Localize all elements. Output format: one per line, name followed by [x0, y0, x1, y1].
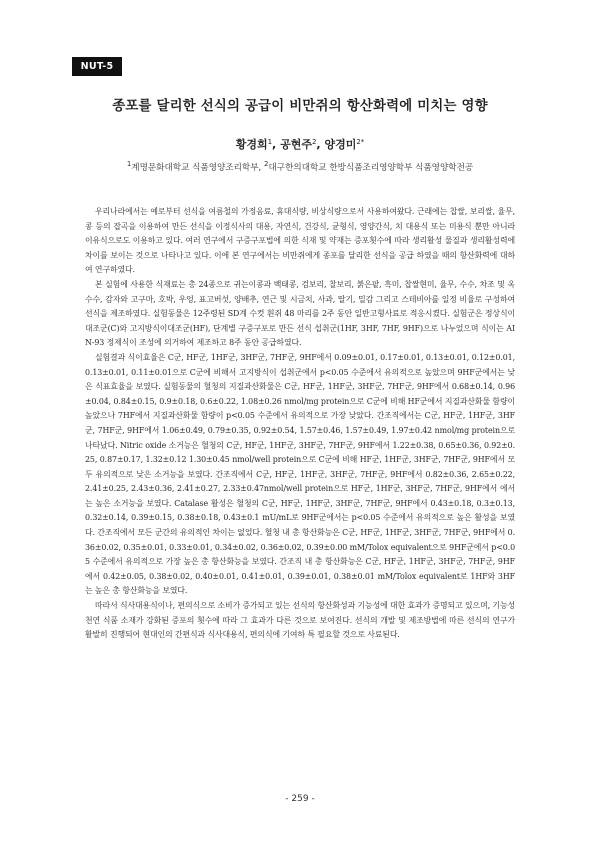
affiliation-mark: 2 — [264, 160, 269, 168]
affiliation-text: 대구한의대학교 한방식품조리영양학부 식품영양학전공 — [268, 163, 474, 173]
author-name: 양경미 — [324, 138, 357, 151]
session-badge: NUT-5 — [72, 57, 122, 76]
author-affil-mark: 2* — [356, 138, 365, 146]
affiliation-mark: 1 — [126, 160, 132, 168]
abstract-body — [85, 205, 515, 643]
abstract-paragraph: 실험결과 식이효율은 C군, HF군, 1HF군, 3HF군, 7HF군, 9HF에서 0.09±0.01, 0.17±0.01, 0.13±0.01, 0.12±0.01, 0.13±0.01, 0.11±0.01으로 C군에 비해서 고지방식이 섭취군에서 p<0.05 수준에서 유의적으로 높았으며 9HF군에서는 낮은 식표효율을 보였다. 실험동물의 혈청의 지질과산화물은 C군, HF군, 1HF군, 3HF군, 7HF군, 9HF에서 0.68±0.14, 0.96±0.04, 0.84±0.15, 0.9±0.18, 0.6±0.22, 1.08±0.26 nmol/mg protein으로 C군에 비해 HF군에서 지질과산화물 함량이 높았으나 7HF에서 지질과산화물 함량이 p<0.05 수준에서 유의적으로 가장 낮았다. 간조직에서는 C군, HF군, 1HF군, 3HF군, 7HF군, 9HF에서 1.06±0.49, 0.79±0.35, 0.92±0.54, 1.57±0.46, 1.57±0.49, 1.97±0.42 nmol/mg protein으로 나타났다. Nitric oxide 소거능은 혈청의 C군, HF군, 1HF군, 3HF군, 7HF군, 9HF에서 1.22±0.38, 0.65±0.36, 0.92±0.25, 0.87±0.17, 1.32±0.12 1.30±0.45 nmol/well protein으로 C군에 비해 HF군, 1HF군, 3HF군, 7HF군, 9HF에서 모두 유의적으로 낮은 소거능을 보였다. 간조직에서 C군, HF군, 1HF군, 3HF군, 7HF군, 9HF에서 0.82±0.36, 2.65±0.22, 2.41±0.25, 2.43±0.36, 2.41±0.27, 2.33±0.47nmol/well protein으로 HF군, 1HF군, 3HF군, 7HF군, 9HF에서 에서는 높은 소거능을 보였다. Catalase 활성은 혈청의 C군, HF군, 1HF군, 3HF군, 7HF군, 9HF에서 0.43±0.18, 0.3±0.13, 0.32±0.14, 0.39±0.15, 0.38±0.18, 0.43±0.1 mU/mL로 9HF군에서는 p<0.05 수준에서 유의적으로 높은 활성을 보였다. 간조직에서 모든 군간의 유의적인 차이는 없었다. 혈청 내 총 항산화능은 C군, HF군, 1HF군, 3HF군, 7HF군, 9HF에서 0.36±0.02, 0.35±0.01, 0.33±0.01, 0.34±0.02, 0.36±0.02, 0.39±0.00 mM/Tolox equivalent으로 9HF군에서 p<0.05 수준에서 유의적으로 가장 높은 총 항산화능을 보였다. 간조직 내 총 항산화능은 C군, HF군, 1HF군, 3HF군, 7HF군, 9HF에서 0.42±0.05, 0.38±0.02, 0.40±0.01, 0.41±0.01, 0.39±0.01, 0.38±0.01 mM/Tolox equivalent로 1HF와 3HF는 높은 총 항산화능을 보였다. — [85, 352, 515, 596]
paper-title: 종포를 달리한 선식의 공급이 비만쥐의 항산화력에 미치는 영향 — [112, 99, 488, 114]
author-affil-mark: 1 — [267, 138, 273, 146]
abstract-paragraph: 우리나라에서는 예로부터 선식을 여름철의 가정음료, 휴대식량, 비상식량으로서 사용하여왔다. 근래에는 찹쌀, 보리쌀, 율무, 콩 등의 잡곡을 이용하여 만든 선식을 이정식사의 대용, 자연식, 건강식, 균형식, 영양간식, 치 대용식 또는 미용식 뿐만 아니라 이유식으로도 이용하고 있다. 여러 연구에서 구증구포법에 의한 식재 및 약재는 증포횟수에 따라 생리활성 물질과 생리활성력에 차이를 보이는 것으로 나타나고 있다. 이에 본 연구에서는 비만쥐에게 종포를 달리한 선식을 공급 하였을 때의 항산화력에 대하여 연구하였다. — [85, 207, 515, 275]
abstract-paragraph: 따라서 식사대용식이나, 편의식으로 소비가 증가되고 있는 선식의 항산화성과 기능성에 대한 효과가 증명되고 있으며, 기능성 천연 식품 소재가 강화된 증포의 횟수에 따라 그 효과가 다른 것으로 보여진다. 선식의 개발 및 제조방법에 따른 선식의 연구가 활발히 진행되어 현대인의 간편식과 식사대용식, 편의식에 기여하 특 필요할 것으로 사료된다. — [85, 601, 515, 640]
author-list: 황경희$^1$, 공현주$^2$, 양경미$^{2*}$ — [235, 138, 365, 151]
page-number: - 259 - — [285, 794, 315, 804]
author-name: 황경희 — [235, 138, 268, 151]
affiliation-text: 계명문화대학교 식품영양조리학부 — [131, 163, 259, 173]
author-affil-mark: 2 — [311, 138, 317, 146]
abstract-paragraph: 본 실험에 사용한 식재료는 총 24종으로 귀는이콩과 백태콩, 검보리, 찰보리, 붉은팥, 흑미, 찹쌀현미, 율무, 수수, 차조 및 옥수수, 감자와 고구마, 호박, 우엉, 표고버섯, 양배추, 연근 및 시금치, 사과, 딸기, 밀감 그리고 스테비아를 일정 비율로 구성하여 선식을 제조하였다. 실험동물은 12주령된 SD계 수컷 흰쥐 48 마리를 2주 동안 일반고형사료로 적응시켰다. 실험군은 정상식이대조군(C)와 고지방식이대조군(HF), 단계별 구증구포로 만든 선식 섭취군(1HF, 3HF, 7HF, 9HF)으로 나누었으며 식이는 AIN-93 정제식이 조성에 의거하여 제조하고 8주 동안 공급하였다. — [85, 279, 515, 348]
author-name: 공현주 — [280, 138, 312, 151]
affiliation-line: $^1$계명문화대학교 식품영양조리학부, $^2$대구한의대학교 한방식품조리영양학부 식품영양학전공 — [126, 160, 474, 173]
